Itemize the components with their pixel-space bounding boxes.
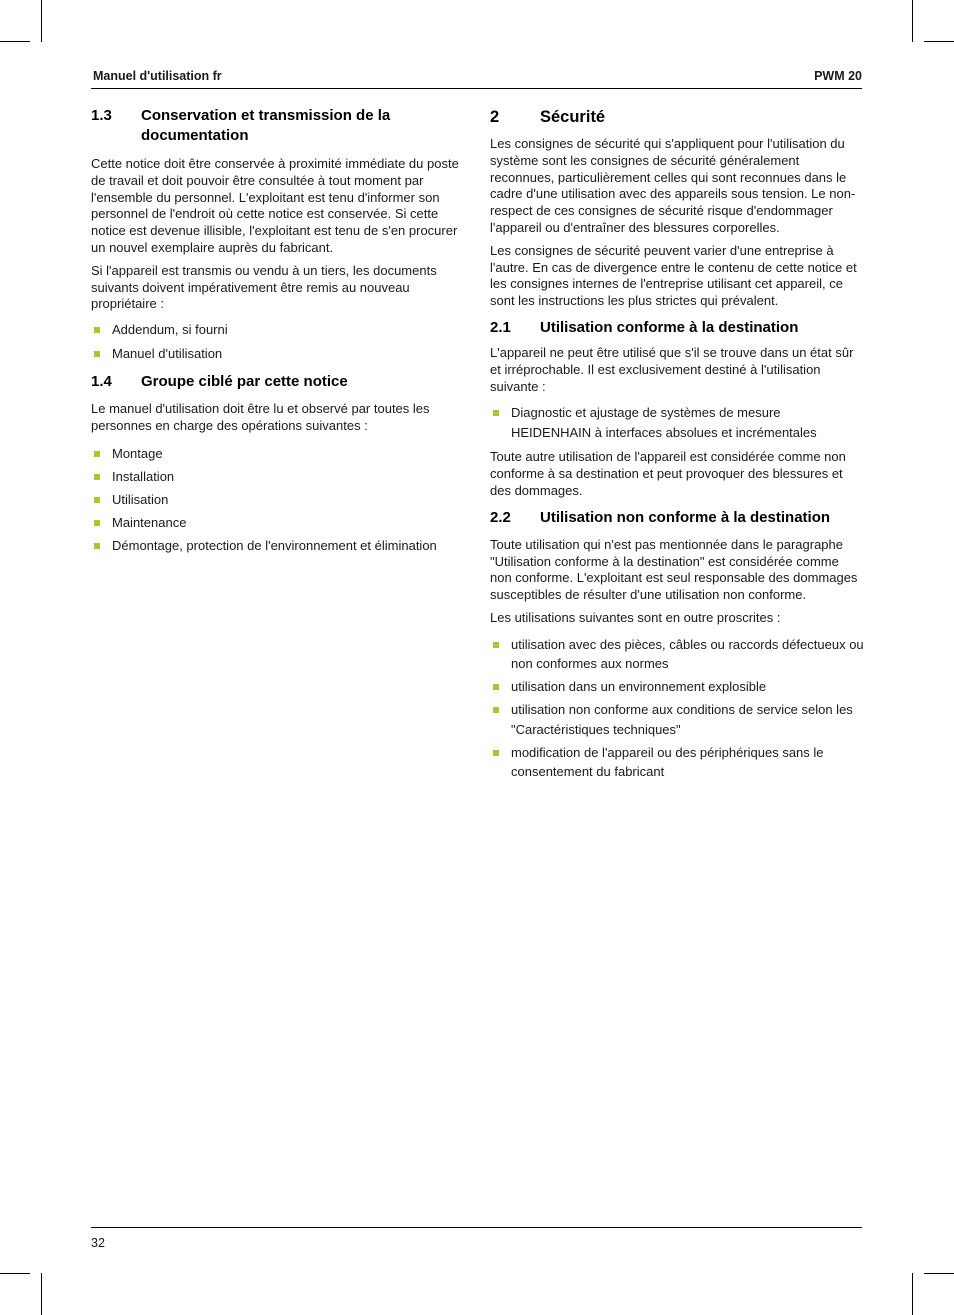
list-item: [91, 513, 465, 533]
crop-mark: [0, 1273, 30, 1274]
page-header: [91, 68, 862, 89]
bullet-square-icon: [94, 451, 100, 457]
bullet-square-icon: [493, 684, 499, 690]
list-item-text: Utilisation: [112, 491, 169, 507]
section-number: 1.4: [91, 373, 112, 391]
bullet-list: [91, 320, 465, 363]
paragraph: Les consignes de sécurité qui s'appliquent pour l'utilisation du système sont les consignes de sécurité généralement reconnues, particulièrement celles qui sont reconnues dans le cadre d'une utilisation avec des appareils sous tension. Le non-respect de ces consignes de sécurité risque d'endommager l'appareil ou d'entraîner des blessures corporelles.: [490, 136, 856, 235]
list-item: [490, 677, 864, 697]
left-column: [91, 106, 465, 555]
crop-mark: [0, 41, 30, 42]
section-heading-1-4: [91, 372, 465, 392]
paragraph: L'appareil ne peut être utilisé que s'il se trouve dans un état sûr et irréprochable. Il est exclusivement destiné à l'utilisation suivante :: [490, 344, 854, 394]
paragraph: Les consignes de sécurité peuvent varier d'une entreprise à l'autre. En cas de divergence entre le contenu de cette notice et les consignes internes de l'entreprise utilisant cet appareil, ce sont les instructions les plus strictes qui prévalent.: [490, 242, 857, 309]
bullet-list: [490, 635, 864, 782]
page-number: 32: [91, 1236, 105, 1250]
list-item-text: Addendum, si fourni: [112, 322, 228, 338]
bullet-square-icon: [94, 351, 100, 357]
chapter-heading-2: [490, 106, 864, 128]
crop-mark: [912, 1273, 913, 1315]
list-item-text: Diagnostic et ajustage de systèmes de mesure HEIDENHAIN à interfaces absolues et incrémentales: [511, 405, 817, 440]
bullet-list: [91, 444, 465, 556]
bullet-list: [490, 403, 864, 442]
chapter-title: Sécurité: [540, 108, 606, 126]
section-title: Utilisation non conforme à la destination: [540, 508, 831, 526]
crop-mark: [924, 41, 954, 42]
list-item: [91, 467, 465, 487]
paragraph: Le manuel d'utilisation doit être lu et observé par toutes les personnes en charge des opérations suivantes :: [91, 401, 430, 433]
list-item-text: Montage: [112, 445, 163, 461]
paragraph: Toute autre utilisation de l'appareil est considérée comme non conforme à sa destination et peut provoquer des blessures et des dommages.: [490, 449, 846, 498]
list-item-text: Installation: [112, 468, 175, 484]
section-number: 2.1: [490, 318, 511, 336]
section-title: Utilisation conforme à la destination: [540, 318, 799, 336]
header-manual-title: Manuel d'utilisation fr: [93, 69, 222, 83]
right-column: [490, 106, 864, 782]
section-title: Conservation et transmission de la documentation: [141, 107, 391, 144]
list-item-text: utilisation dans un environnement explosible: [511, 679, 767, 695]
list-item: [91, 444, 465, 464]
section-number: 2.2: [490, 508, 511, 526]
bullet-square-icon: [493, 750, 499, 756]
list-item-text: Démontage, protection de l'environnement et élimination: [112, 537, 437, 553]
section-number: 1.3: [91, 107, 112, 124]
list-item: [490, 700, 864, 739]
section-heading-1-3: [91, 106, 465, 146]
paragraph: Toute utilisation qui n'est pas mentionnée dans le paragraphe "Utilisation conforme à la destination" est considérée comme non conforme. L'exploitant est seul responsable des dommages susceptibles de résulter d'une utilisation non conforme.: [490, 536, 858, 603]
bullet-square-icon: [94, 520, 100, 526]
list-item: [91, 490, 465, 510]
section-heading-2-1: [490, 318, 864, 338]
section-title: Groupe ciblé par cette notice: [141, 373, 348, 391]
bullet-square-icon: [94, 543, 100, 549]
list-item: [91, 536, 465, 556]
bullet-square-icon: [493, 410, 499, 416]
crop-mark: [912, 0, 913, 42]
footer-rule: [91, 1227, 862, 1228]
crop-mark: [924, 1273, 954, 1274]
list-item-text: Manuel d'utilisation: [112, 345, 223, 361]
bullet-square-icon: [493, 642, 499, 648]
header-product-name: PWM 20: [814, 69, 862, 83]
list-item: [490, 743, 864, 782]
bullet-square-icon: [94, 474, 100, 480]
bullet-square-icon: [493, 707, 499, 713]
list-item-text: utilisation non conforme aux conditions de service selon les "Caractéristiques techniques": [511, 702, 853, 737]
list-item: [91, 320, 465, 340]
crop-mark: [41, 1273, 42, 1315]
bullet-square-icon: [94, 497, 100, 503]
paragraph: Les utilisations suivantes sont en outre proscrites :: [490, 609, 781, 625]
bullet-square-icon: [94, 327, 100, 333]
list-item-text: utilisation avec des pièces, câbles ou raccords défectueux ou non conformes aux normes: [511, 636, 864, 672]
list-item-text: Maintenance: [112, 514, 187, 530]
list-item-text: modification de l'appareil ou des périphériques sans le consentement du fabricant: [511, 744, 824, 780]
chapter-number: 2: [490, 108, 500, 126]
crop-mark: [41, 0, 42, 42]
list-item: [490, 403, 864, 442]
paragraph: Cette notice doit être conservée à proximité immédiate du poste de travail et doit pouvoir être consultée à tout moment par l'ensemble du personnel. L'exploitant est tenu d'informer son personnel de l'endroit où cette notice est conservée. Si cette notice est devenue illisible, l'exploitant est tenu de s'en procurer un nouvel exemplaire auprès du fabricant.: [91, 156, 459, 255]
paragraph: Si l'appareil est transmis ou vendu à un tiers, les documents suivants doivent impérativement être remis au nouveau propriétaire :: [91, 262, 437, 312]
section-heading-2-2: [490, 508, 864, 528]
list-item: [490, 635, 864, 674]
list-item: [91, 344, 465, 364]
